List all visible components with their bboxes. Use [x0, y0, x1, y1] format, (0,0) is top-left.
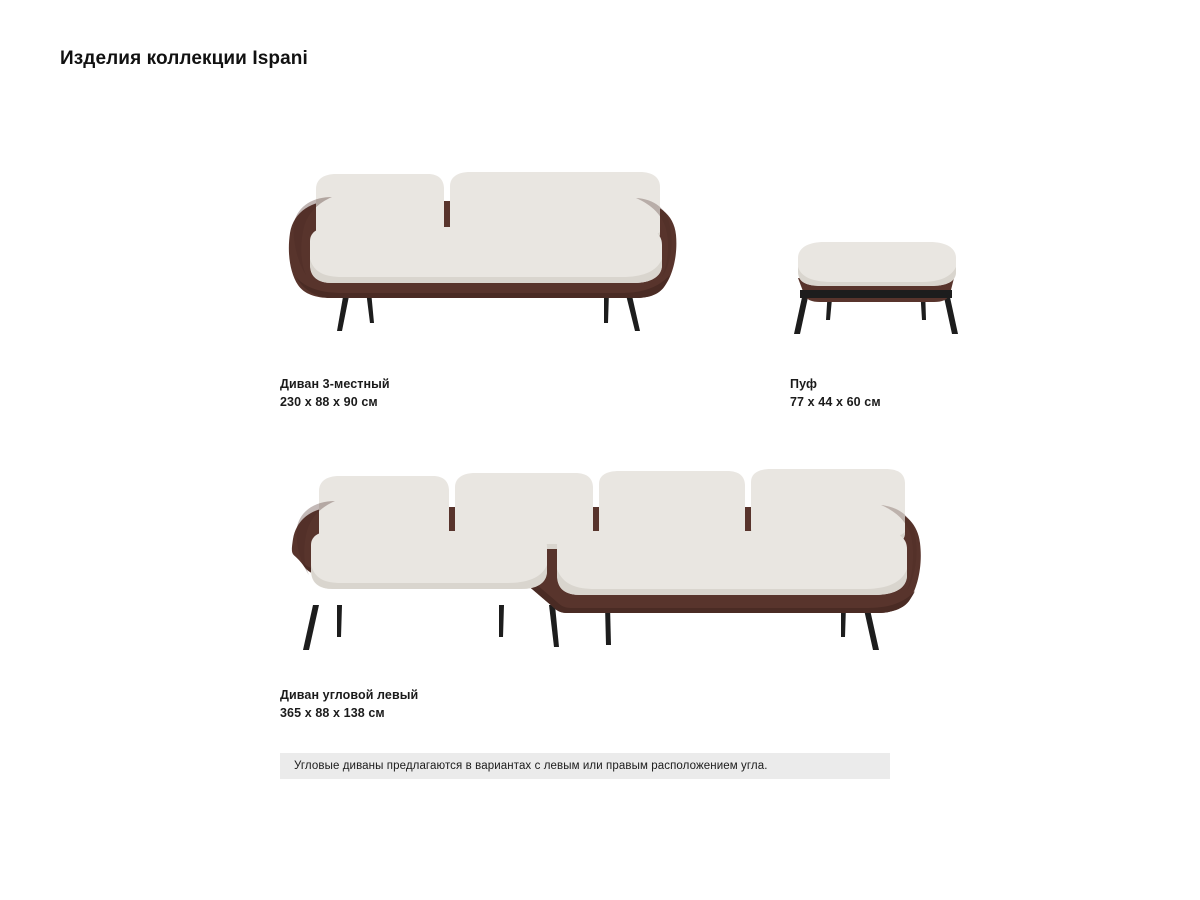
product-dimensions-corner-sofa-left: 365 x 88 x 138 см: [280, 706, 385, 720]
product-image-pouf: [790, 238, 970, 338]
caption-pouf: [790, 375, 881, 411]
corner-sofa-illustration: [275, 465, 935, 660]
pouf-illustration: [790, 238, 970, 343]
product-name-sofa-3-seat: Диван 3-местный: [280, 377, 390, 391]
product-name-pouf: Пуф: [790, 377, 818, 391]
note-text: Угловые диваны предлагаются в вариантах с левым или правым расположением угла.: [294, 760, 768, 772]
pouf-frame-bar: [800, 290, 952, 298]
page-title: Изделия коллекции Ispani: [60, 48, 308, 69]
note-banner: [280, 753, 890, 779]
caption-sofa-3-seat: [280, 375, 390, 411]
product-name-corner-sofa-left: Диван угловой левый: [280, 688, 419, 702]
pouf-cushion: [798, 242, 956, 286]
sofa-seat-cushion: [310, 227, 662, 283]
sofa-3-seat-illustration: [270, 165, 690, 345]
caption-corner-sofa-left: [280, 686, 418, 722]
corner-sofa-seat-cushions: [311, 531, 907, 595]
product-image-corner-sofa-left: [275, 465, 935, 650]
product-image-sofa-3-seat: [270, 165, 690, 340]
product-dimensions-sofa-3-seat: 230 x 88 x 90 см: [280, 395, 378, 409]
product-dimensions-pouf: 77 x 44 x 60 см: [790, 395, 881, 409]
